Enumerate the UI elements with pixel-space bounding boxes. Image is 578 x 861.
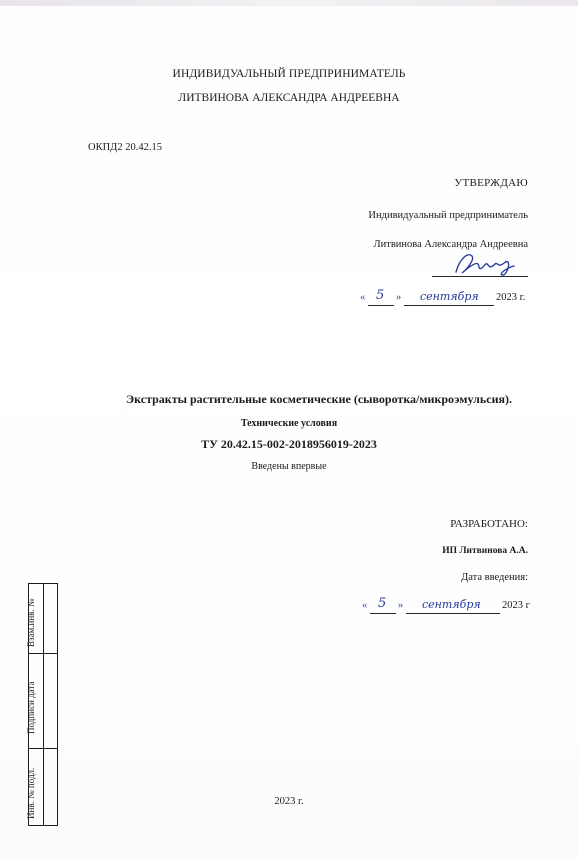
- organization-type: ИНДИВИДУАЛЬНЫЙ ПРЕДПРИНИМАТЕЛЬ: [172, 68, 406, 80]
- developed-heading: РАЗРАБОТАНО:: [450, 518, 528, 530]
- side-cell-label: Взам.инв. №: [26, 598, 36, 647]
- okpd-code: ОКПД2 20.42.15: [88, 142, 162, 153]
- month-underline: [406, 613, 500, 614]
- side-cell-label: Подписи дата: [26, 681, 36, 734]
- date-open-quote: «: [362, 600, 368, 611]
- approval-role: Индивидуальный предприниматель: [368, 210, 528, 221]
- document-title: Экстракты растительные косметические (сыворотка/микроэмульсия).: [126, 392, 512, 406]
- date-day: 5: [378, 596, 387, 611]
- document-subtitle: Технические условия: [240, 418, 338, 429]
- month-underline: [404, 305, 494, 306]
- intro-date-label: Дата введения:: [461, 572, 528, 583]
- footer-year: 2023 г.: [274, 796, 304, 807]
- date-open-quote: «: [360, 292, 366, 303]
- organization-name: ЛИТВИНОВА АЛЕКСАНДРА АНДРЕЕВНА: [178, 92, 400, 104]
- date-year: 2023 г.: [496, 292, 526, 303]
- signature-line: [432, 276, 528, 277]
- date-month: сентября: [422, 598, 481, 611]
- day-underline: [370, 613, 396, 614]
- tu-number: ТУ 20.42.15-002-2018956019-2023: [201, 437, 377, 451]
- date-close-quote: »: [398, 600, 404, 611]
- side-registration-table: [28, 583, 58, 826]
- intro-note: Введены впервые: [251, 461, 327, 472]
- date-year: 2023 г: [502, 600, 530, 611]
- approval-name: Литвинова Александра Андреевна: [373, 239, 528, 250]
- date-month: сентября: [420, 290, 479, 303]
- side-cell-signature-date: [26, 654, 57, 749]
- date-day: 5: [376, 288, 385, 303]
- approval-heading: УТВЕРЖДАЮ: [454, 177, 528, 189]
- day-underline: [368, 305, 394, 306]
- developer-name: ИП Литвинова А.А.: [442, 546, 528, 556]
- scan-edge: [0, 0, 578, 6]
- date-close-quote: »: [396, 292, 402, 303]
- side-cell-replace-inv: [26, 584, 57, 654]
- signature-image: [450, 248, 520, 278]
- side-cell-label: Инв. № подл.: [26, 767, 36, 819]
- intro-date: [362, 596, 532, 616]
- approval-date: [360, 288, 530, 308]
- side-cell-original-inv: [26, 749, 57, 825]
